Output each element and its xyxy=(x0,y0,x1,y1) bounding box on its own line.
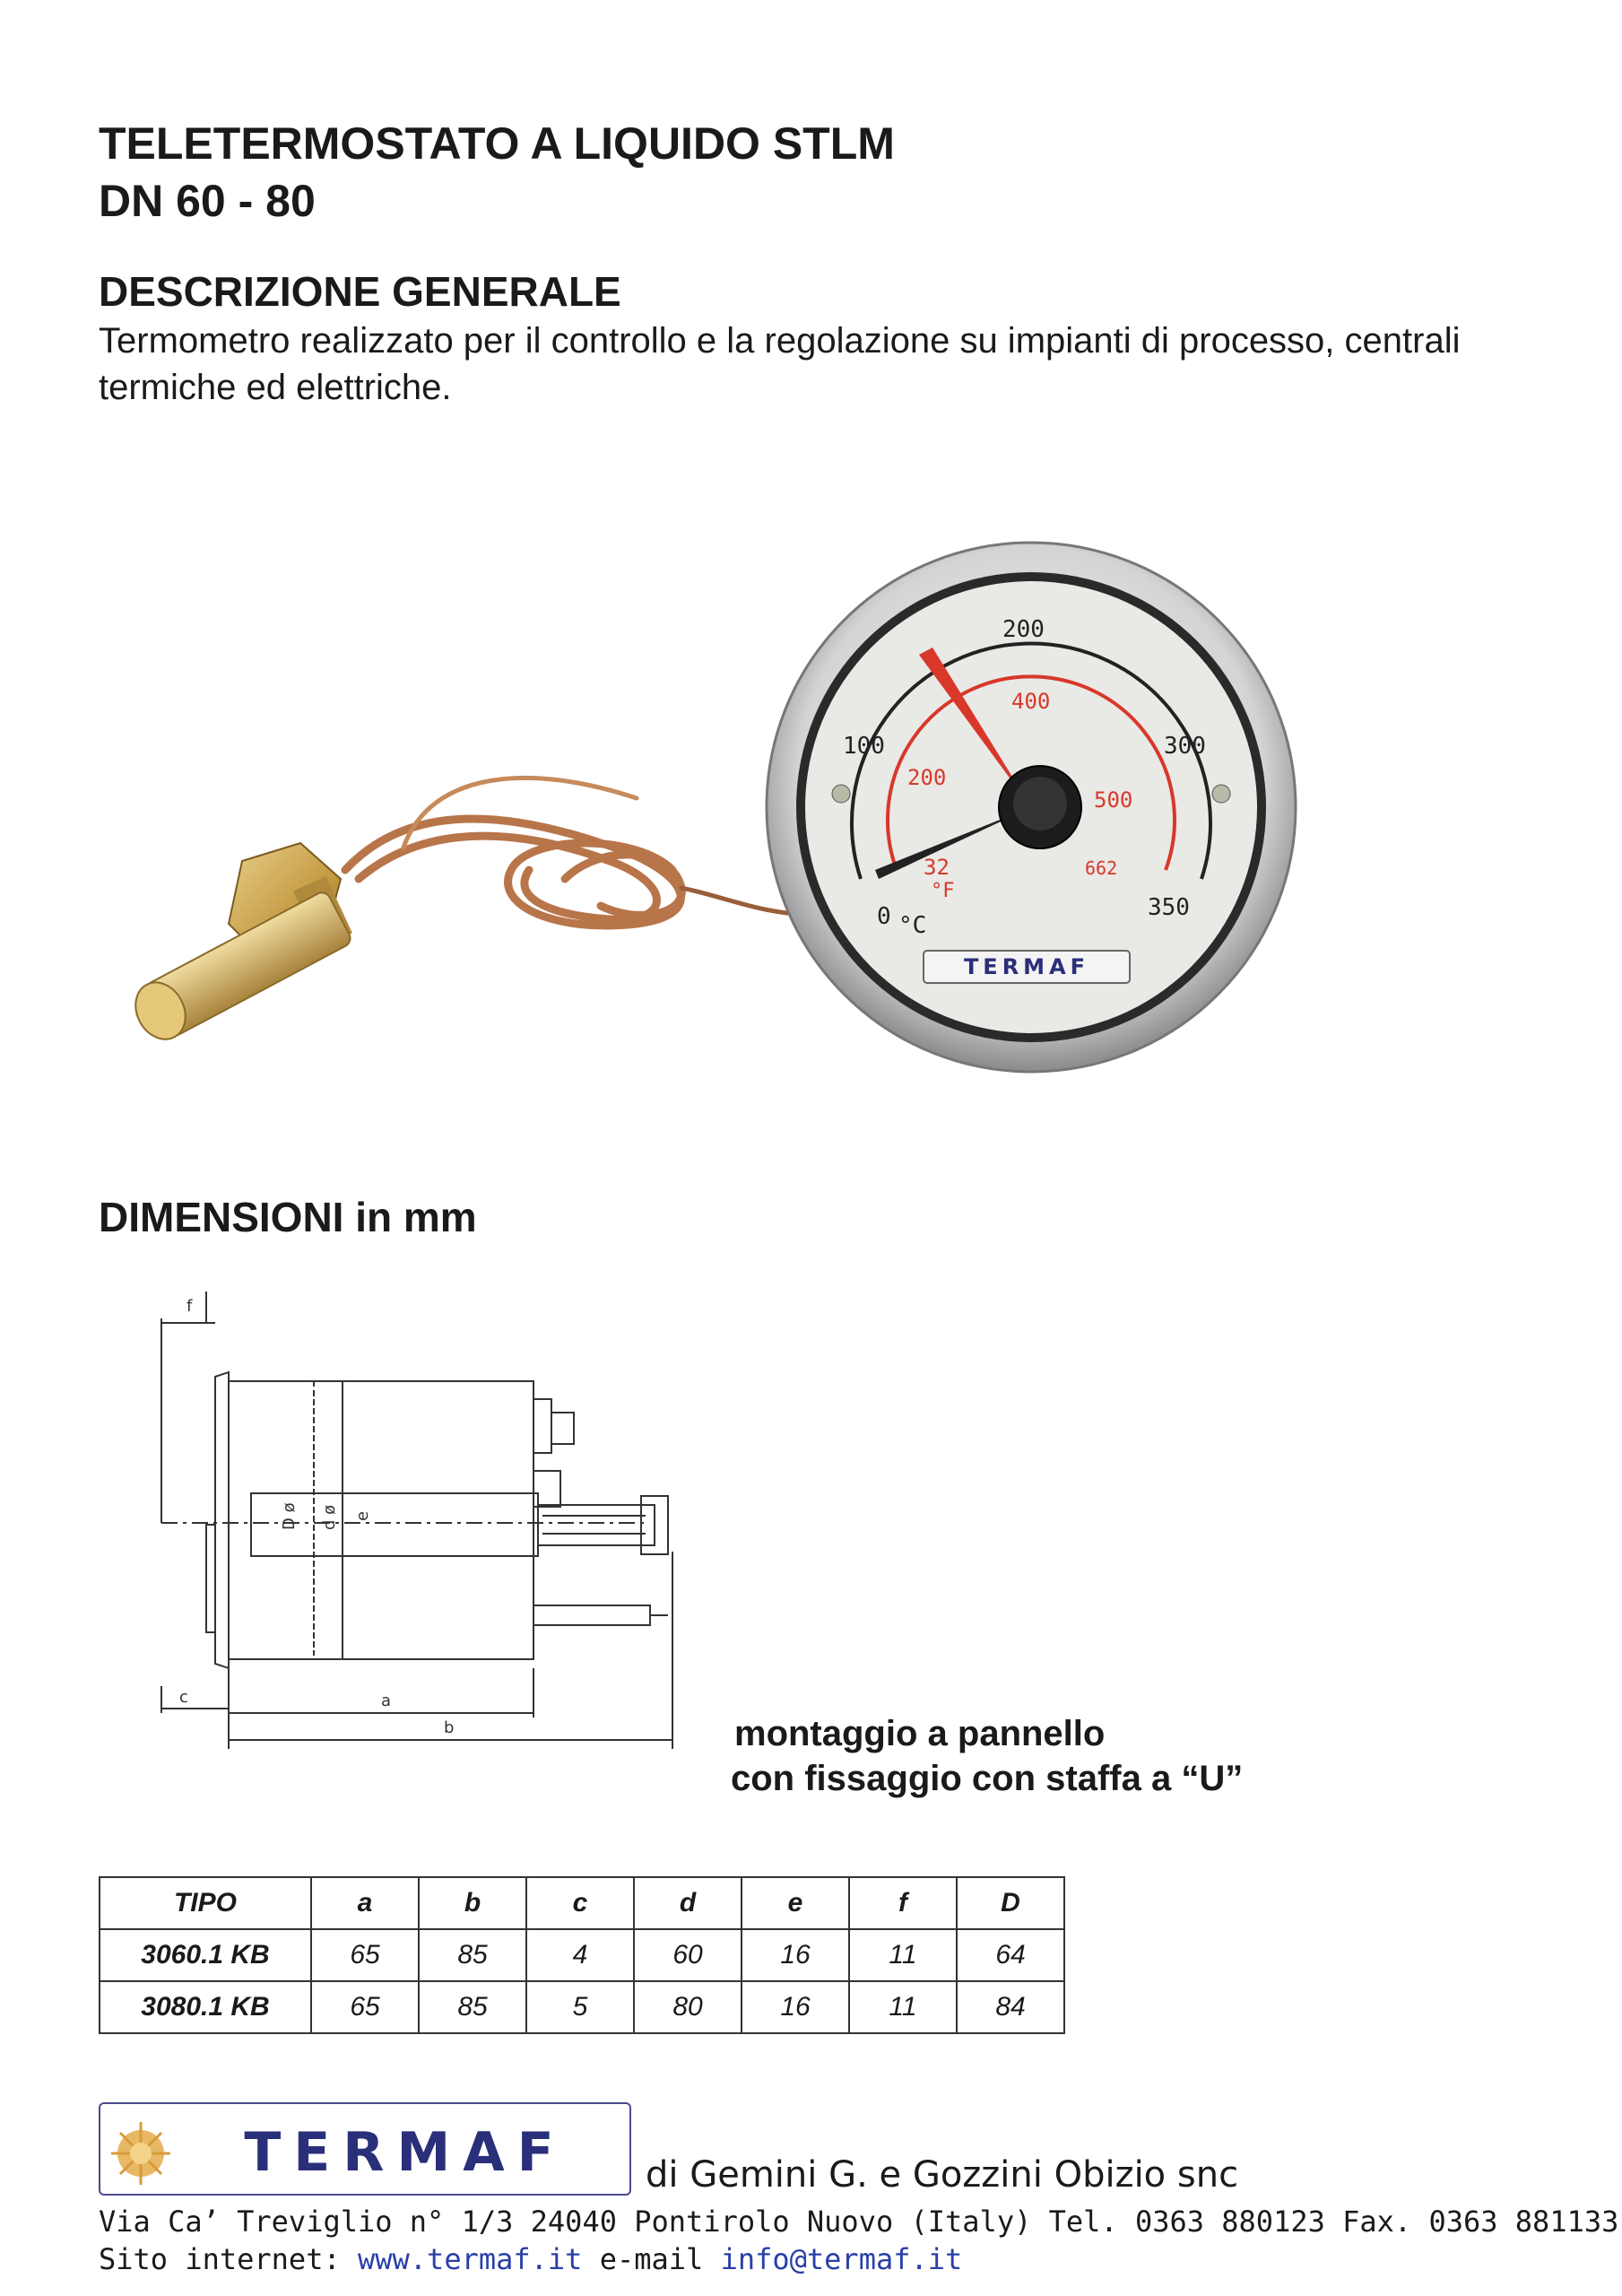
f-label-662: 662 xyxy=(1085,857,1118,879)
termaf-logo xyxy=(100,2104,629,2194)
header-d: d xyxy=(634,1877,742,1929)
f-label-400: 400 xyxy=(1011,689,1051,714)
logo-text: TERMAF xyxy=(244,2121,567,2184)
company-name: di Gemini G. e Gozzini Obizio snc xyxy=(646,2154,1239,2196)
mounting-note-line-2: con fissaggio con staffa a “U” xyxy=(731,1759,1244,1798)
cell-e: 16 xyxy=(742,1981,849,2033)
f-label-200: 200 xyxy=(907,765,947,790)
cell-c: 4 xyxy=(526,1929,634,1981)
description-heading: DESCRIZIONE GENERALE xyxy=(99,268,621,315)
probe xyxy=(134,843,353,1048)
company-address: Via Ca’ Treviglio n° 1/3 24040 Pontirolo Nuovo (Italy) Tel. 0363 880123 Fax. 0363 881133 xyxy=(99,2205,1619,2239)
cell-D: 84 xyxy=(957,1981,1064,2033)
website-link[interactable]: www.termaf.it xyxy=(357,2242,583,2276)
c-label-200: 200 xyxy=(1002,616,1045,643)
description-text: Termometro realizzato per il controllo e la regolazione su impianti di processo, centrali termiche ed elettriche. xyxy=(99,321,1461,407)
email-link[interactable]: info@termaf.it xyxy=(720,2242,963,2276)
cell-b: 85 xyxy=(419,1929,526,1981)
mounting-note xyxy=(731,1711,1243,1801)
cell-d: 80 xyxy=(634,1981,742,2033)
c-label-0: 0 xyxy=(877,903,891,930)
cell-tipo: 3080.1 KB xyxy=(100,1981,311,2033)
dim-label-f: f xyxy=(186,1297,193,1316)
table-row xyxy=(100,1981,1064,2033)
site-label: Sito internet: xyxy=(99,2242,341,2276)
c-unit: °C xyxy=(898,912,927,939)
description-section xyxy=(99,265,1497,411)
email-label: e-mail xyxy=(599,2242,704,2276)
header-D: D xyxy=(957,1877,1064,1929)
mounting-note-line-1: montaggio a pannello xyxy=(734,1714,1106,1753)
cell-f: 11 xyxy=(849,1981,957,2033)
dim-label-e: e xyxy=(353,1510,372,1521)
dim-label-b: b xyxy=(444,1718,455,1737)
header-tipo: TIPO xyxy=(100,1877,311,1929)
dim-label-D: D ø xyxy=(280,1502,299,1530)
header-f: f xyxy=(849,1877,957,1929)
title-line-1: TELETERMOSTATO A LIQUIDO STLM xyxy=(99,118,895,169)
f-label-32: 32 xyxy=(924,855,950,880)
cell-e: 16 xyxy=(742,1929,849,1981)
c-label-350: 350 xyxy=(1148,894,1190,921)
cell-f: 11 xyxy=(849,1929,957,1981)
cell-tipo: 3060.1 KB xyxy=(100,1929,311,1981)
f-label-500: 500 xyxy=(1094,787,1133,813)
dim-label-d: d ø xyxy=(320,1504,339,1530)
dimensions-table xyxy=(99,1876,1065,2034)
dimension-drawing xyxy=(143,1292,717,1776)
product-photo xyxy=(134,538,1318,1094)
cell-c: 5 xyxy=(526,1981,634,2033)
c-label-100: 100 xyxy=(843,733,885,760)
gauge-brand: TERMAF xyxy=(963,954,1090,979)
f-unit: °F xyxy=(931,880,955,902)
dim-label-a: a xyxy=(381,1692,392,1710)
cell-d: 60 xyxy=(634,1929,742,1981)
title-line-2: DN 60 - 80 xyxy=(99,176,316,226)
sun-emblem-icon xyxy=(111,2122,170,2185)
c-label-300: 300 xyxy=(1164,733,1206,760)
header-c: c xyxy=(526,1877,634,1929)
thermometer-gauge xyxy=(767,543,1296,1072)
company-contacts xyxy=(99,2203,1618,2278)
cell-a: 65 xyxy=(311,1929,419,1981)
cell-D: 64 xyxy=(957,1929,1064,1981)
table-row xyxy=(100,1929,1064,1981)
page-title xyxy=(99,115,895,230)
header-e: e xyxy=(742,1877,849,1929)
header-a: a xyxy=(311,1877,419,1929)
capillary-coil xyxy=(345,778,816,926)
footer-logo xyxy=(99,2102,631,2196)
table-header-row xyxy=(100,1877,1064,1929)
dimensions-heading: DIMENSIONI in mm xyxy=(99,1194,477,1240)
cell-b: 85 xyxy=(419,1981,526,2033)
cell-a: 65 xyxy=(311,1981,419,2033)
header-b: b xyxy=(419,1877,526,1929)
dim-label-c: c xyxy=(179,1688,188,1707)
web-line xyxy=(99,2240,1618,2278)
